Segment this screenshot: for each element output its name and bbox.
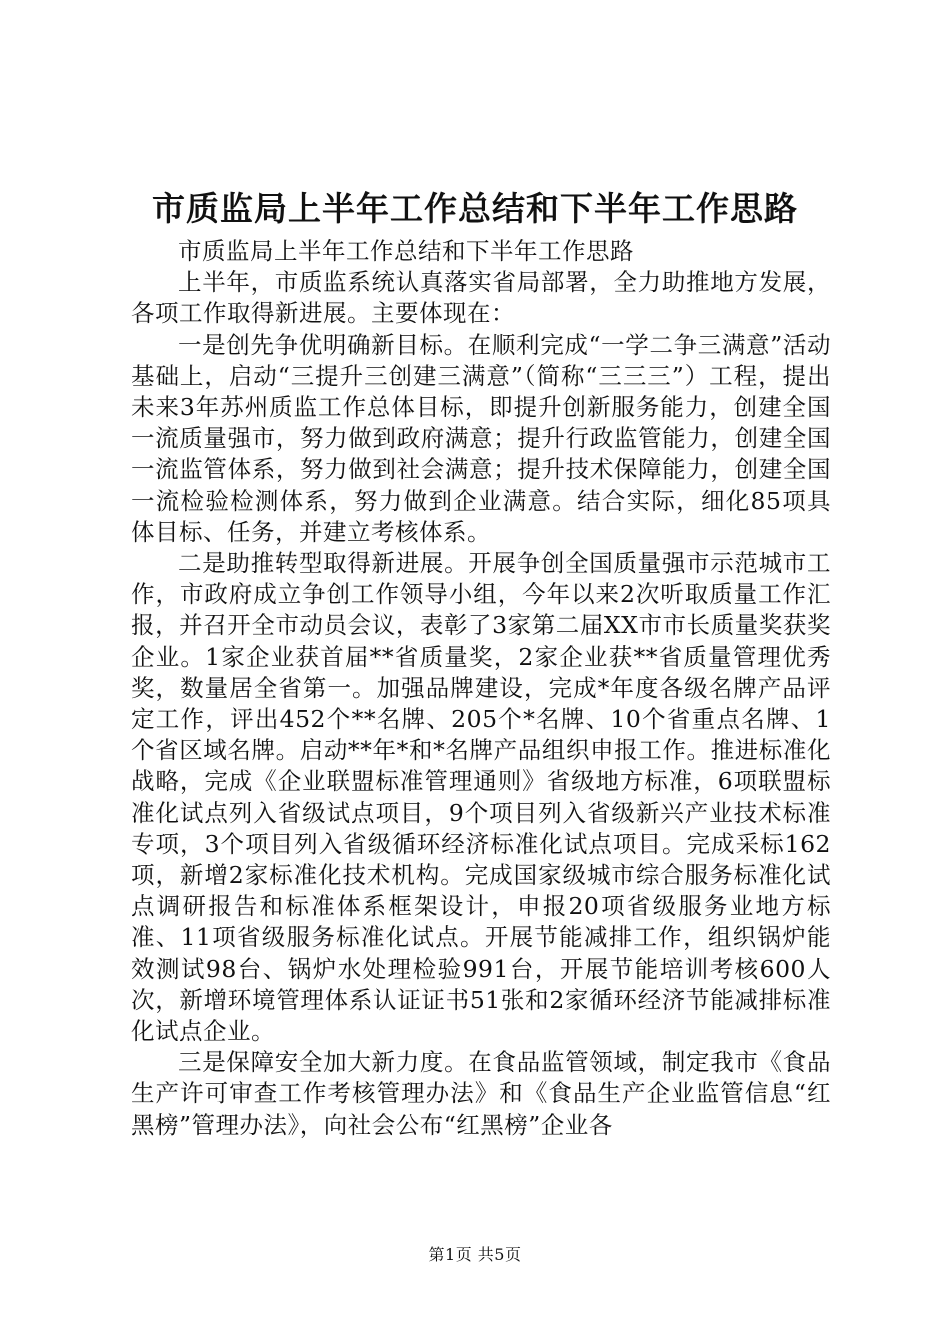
document-body [131, 236, 831, 1141]
paragraph-subtitle: 市质监局上半年工作总结和下半年工作思路 [178, 237, 634, 265]
page-footer: 第1页 共5页 [428, 1245, 522, 1264]
paragraph-point-two: 二是助推转型取得新进展。开展争创全国质量强市示范城市工作，市政府成立争创工作领导小组，今年以来2次听取质量工作汇报，并召开全市动员会议，表彰了3家第二届XX市市长质量奖获奖企业。1家企业获首届**省质量奖，2家企业获**省质量管理优秀奖，数量居全省第一。加强品牌建设，完成*年度各级名牌产品评定工作，评出452个**名牌、205个*名牌、10个省重点名牌、1个省区域名牌。启动**年*和*名牌产品组织申报工作。推进标准化战略，完成《企业联盟标准管理通则》省级地方标准，6项联盟标准化试点列入省级试点项目，9个项目列入省级新兴产业技术标准专项，3个项目列入省级循环经济标准化试点项目。完成采标162项，新增2家标准化技术机构。完成国家级城市综合服务标准化试点调研报告和标准体系框架设计，申报20项省级服务业地方标准、11项省级服务标准化试点。开展节能减排工作，组织锅炉能效测试98台、锅炉水处理检验991台，开展节能培训考核600人次，新增环境管理体系认证证书51张和2家循环经济节能减排标准化试点企业。 [131, 549, 831, 1046]
paragraph-intro: 上半年，市质监系统认真落实省局部署，全力助推地方发展，各项工作取得新进展。主要体现在： [131, 268, 831, 328]
paragraph-point-three: 三是保障安全加大新力度。在食品监管领域，制定我市《食品生产许可审查工作考核管理办法》和《食品生产企业监管信息“红黑榜”管理办法》，向社会公布“红黑榜”企业各 [131, 1048, 831, 1139]
page-title: 市质监局上半年工作总结和下半年工作思路 [152, 189, 798, 228]
paragraph-point-one: 一是创先争优明确新目标。在顺利完成“一学二争三满意”活动基础上，启动“三提升三创建三满意”（简称“三三三”）工程，提出未来3年苏州质监工作总体目标，即提升创新服务能力，创建全国一流质量强市，努力做到政府满意；提升行政监管能力，创建全国一流监管体系，努力做到社会满意；提升技术保障能力，创建全国一流检验检测体系，努力做到企业满意。结合实际，细化85项具体目标、任务，并建立考核体系。 [131, 330, 831, 546]
